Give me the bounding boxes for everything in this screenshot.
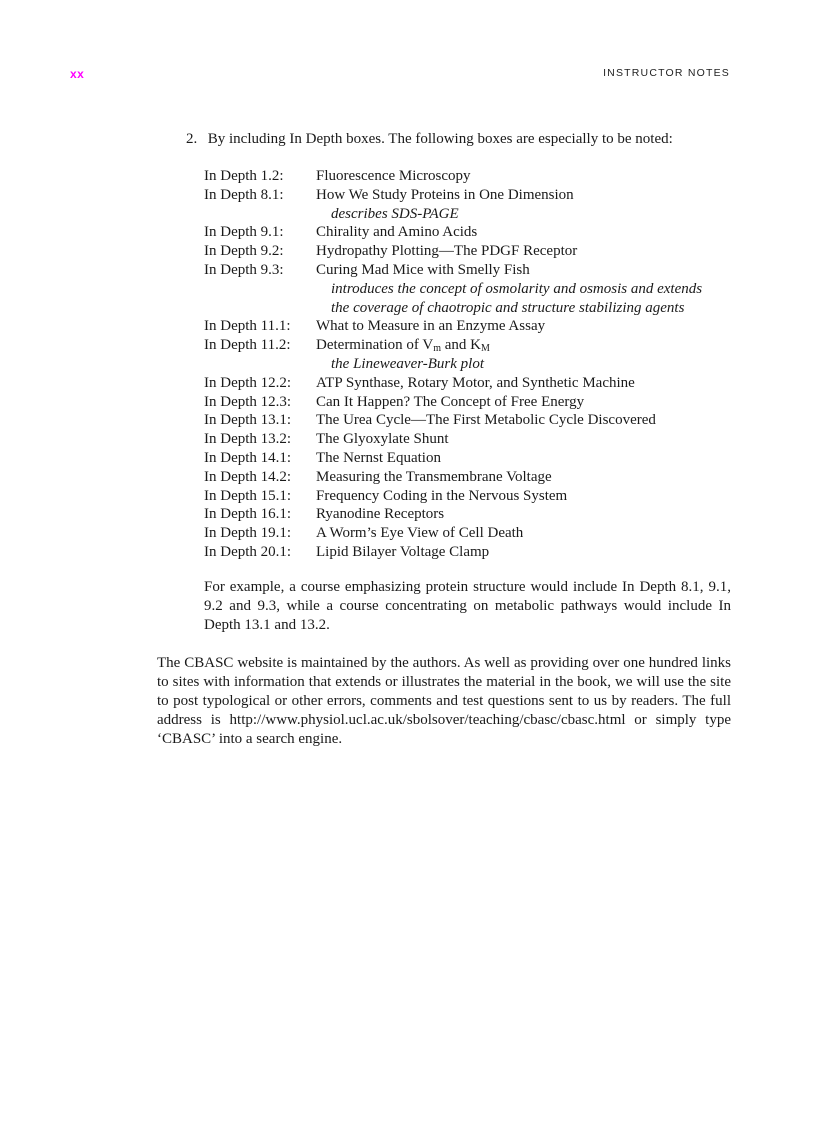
box-row [204,411,744,430]
box-label: In Depth 14.2: [204,468,292,485]
box-title: Fluorescence Microscopy [316,168,471,184]
box-note: introduces the concept of osmolarity and osmosis and extends [331,280,703,297]
box-title: What to Measure in an Enzyme Assay [316,318,546,335]
box-label: In Depth 13.1: [204,412,292,429]
box-row [204,374,744,393]
box-label: In Depth 9.2: [204,243,284,260]
box-row [204,223,744,242]
box-title: ATP Synthase, Rotary Motor, and Synthetic Machine [316,374,635,391]
box-title: The Urea Cycle—The First Metabolic Cycle Discovered [316,412,656,429]
box-row [204,543,744,562]
box-title: Hydropathy Plotting—The PDGF Receptor [316,243,578,260]
box-title: The Glyoxylate Shunt [316,431,449,448]
cbasc-paragraph: The CBASC website is maintained by the authors. As well as providing over one hundred links to sites with information that extends or illustrates the material in the book, we will use the site to post typological or other errors, comments and test questions sent to us by readers. The full address is http://www.physiol.ucl.ac.uk/sbolsover/teaching/cbasc/cbasc.html or simply type ‘CBASC’ into a search engine. [157,655,731,747]
list-number: 2. [186,131,198,147]
box-row [204,524,744,543]
box-label: In Depth 11.1: [204,318,291,335]
box-label: In Depth 9.1: [204,224,284,241]
box-label: In Depth 19.1: [204,525,292,542]
list-item-intro [186,130,673,149]
box-title: Can It Happen? The Concept of Free Energy [316,393,585,410]
box-label: In Depth 12.2: [204,374,292,391]
box-title: A Worm’s Eye View of Cell Death [316,525,524,542]
box-row [204,430,744,449]
box-label: In Depth 14.1: [204,449,292,466]
box-title: Curing Mad Mice with Smelly Fish [316,261,530,278]
subscript: m [433,343,441,355]
box-row [204,336,744,355]
box-row [204,393,744,412]
example-paragraph: For example, a course emphasizing protein structure would include In Depth 8.1, 9.1, 9.2 and 9.3, while a course concentrating on metabolic pathways would include In Depth 13.1 and 13.2. [204,579,731,633]
intro-text: By including In Depth boxes. The following boxes are especially to be noted: [207,131,673,147]
box-row [204,487,744,506]
box-title: Determination of $V_m$ and $K_M$ [316,337,490,355]
in-depth-box-list [204,167,744,562]
box-label: In Depth 1.2: [204,168,284,184]
running-title: INSTRUCTOR NOTES [603,67,730,79]
box-label: In Depth 12.3: [204,393,292,410]
box-label: In Depth 20.1: [204,543,292,560]
page-number: xx [70,67,85,81]
box-label: In Depth 13.2: [204,431,292,448]
box-title: Lipid Bilayer Voltage Clamp [316,543,490,560]
box-label: In Depth 16.1: [204,506,292,523]
box-title: How We Study Proteins in One Dimension [316,186,574,203]
box-row [204,186,744,205]
box-label: In Depth 11.2: [204,337,291,354]
box-row [204,317,744,336]
box-title: The Nernst Equation [316,449,441,466]
box-row [204,167,744,186]
subscript: M [480,343,490,355]
box-title: Measuring the Transmembrane Voltage [316,468,552,485]
box-label: In Depth 15.1: [204,487,292,504]
box-label: In Depth 9.3: [204,261,284,278]
box-row [204,261,744,280]
box-title: Frequency Coding in the Nervous System [316,487,568,504]
box-title: Chirality and Amino Acids [316,224,478,241]
box-row [204,505,744,524]
box-row [204,242,744,261]
box-note: describes SDS-PAGE [331,205,459,222]
box-title: Ryanodine Receptors [316,506,445,523]
box-note: the coverage of chaotropic and structure stabilizing agents [331,299,685,316]
box-note: the Lineweaver-Burk plot [331,355,484,372]
box-row [204,449,744,468]
box-row [204,468,744,487]
box-label: In Depth 8.1: [204,186,284,203]
